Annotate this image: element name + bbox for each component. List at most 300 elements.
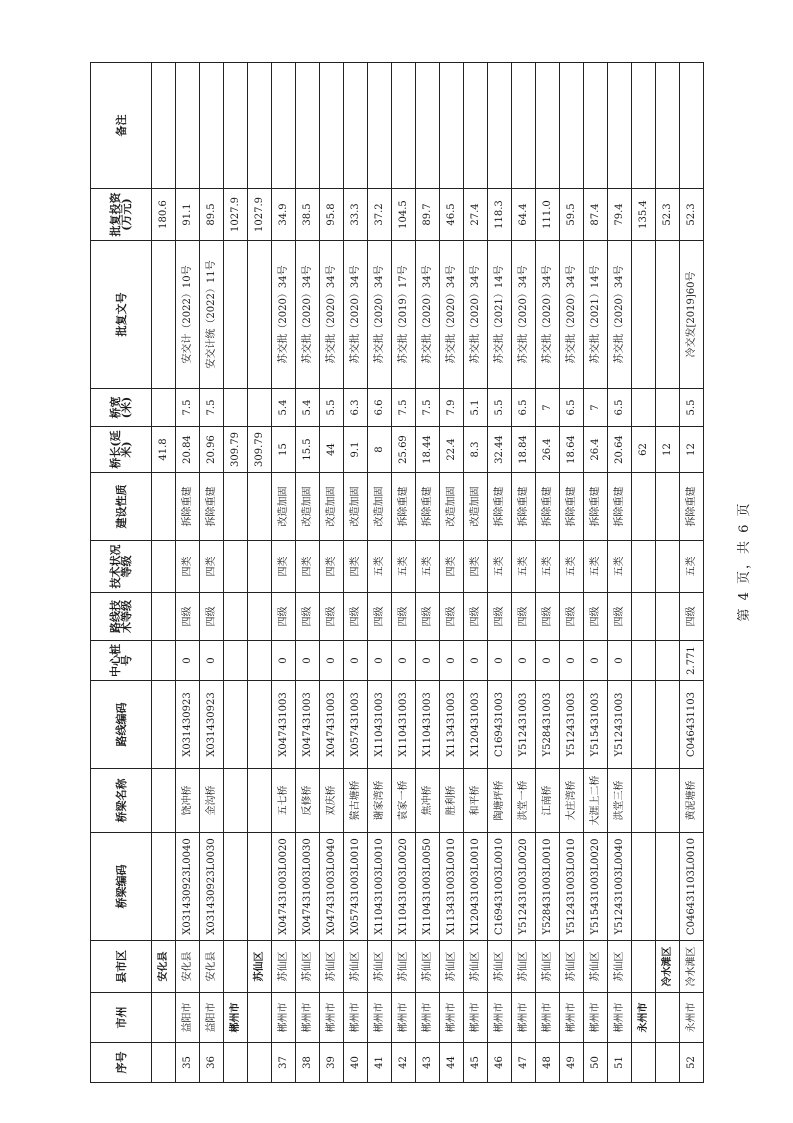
column-header: 桥梁编码 xyxy=(91,833,152,941)
cell-city: 郴州市 xyxy=(536,993,560,1043)
cell-cond: 五类 xyxy=(488,541,512,593)
cell-stake: 2.771 xyxy=(680,641,704,681)
cell-route: X047431003 xyxy=(272,681,296,769)
cell-doc: 苏交批（2019）17号 xyxy=(392,241,416,389)
cell-cond: 五类 xyxy=(608,541,632,593)
cell-code xyxy=(224,833,248,941)
cell-name: 猿古塘桥 xyxy=(344,769,368,833)
cell-note xyxy=(152,63,176,189)
cell-code: X047431003L0040 xyxy=(320,833,344,941)
cell-grade: 四级 xyxy=(560,593,584,641)
table-row xyxy=(512,63,536,1083)
county-subtotal-row xyxy=(152,63,176,1083)
cell-name: 大庄湾桥 xyxy=(560,769,584,833)
cell-route xyxy=(632,681,656,769)
cell-county: 苏仙区 xyxy=(344,941,368,993)
cell-cond xyxy=(248,541,272,593)
cell-name: 黄泥塘桥 xyxy=(680,769,704,833)
cell-stake: 0 xyxy=(176,641,200,681)
cell-note xyxy=(368,63,392,189)
cell-width: 7.9 xyxy=(440,389,464,427)
cell-width: 6.5 xyxy=(512,389,536,427)
cell-nature: 改造加固 xyxy=(320,473,344,541)
cell-width xyxy=(656,389,680,427)
cell-cond xyxy=(656,541,680,593)
cell-route: Y512431003 xyxy=(560,681,584,769)
cell-route: X057431003 xyxy=(344,681,368,769)
cell-width: 5.5 xyxy=(680,389,704,427)
column-header: 建设性质 xyxy=(91,473,152,541)
cell-name: 陶塘坪桥 xyxy=(488,769,512,833)
cell-nature xyxy=(632,473,656,541)
cell-county: 苏仙区 xyxy=(272,941,296,993)
cell-stake: 0 xyxy=(416,641,440,681)
cell-city: 郴州市 xyxy=(584,993,608,1043)
cell-stake: 0 xyxy=(200,641,224,681)
cell-width: 5.4 xyxy=(272,389,296,427)
cell-invest: 37.2 xyxy=(368,189,392,241)
cell-code: Y512431003L0010 xyxy=(560,833,584,941)
cell-city: 郴州市 xyxy=(512,993,536,1043)
cell-cond: 五类 xyxy=(680,541,704,593)
cell-invest: 38.5 xyxy=(296,189,320,241)
cell-grade xyxy=(632,593,656,641)
cell-cond xyxy=(152,541,176,593)
table-row xyxy=(464,63,488,1083)
column-header: 备注 xyxy=(91,63,152,189)
cell-name: 胜利桥 xyxy=(440,769,464,833)
cell-nature: 拆除重建 xyxy=(608,473,632,541)
column-header: 路线编码 xyxy=(91,681,152,769)
cell-length: 20.96 xyxy=(200,427,224,473)
cell-invest: 64.4 xyxy=(512,189,536,241)
cell-grade xyxy=(248,593,272,641)
cell-route xyxy=(248,681,272,769)
cell-city: 郴州市 xyxy=(320,993,344,1043)
cell-grade: 四级 xyxy=(488,593,512,641)
cell-length: 8.3 xyxy=(464,427,488,473)
cell-doc: 苏交批（2020）34号 xyxy=(440,241,464,389)
cell-stake: 0 xyxy=(608,641,632,681)
cell-doc: 苏交批（2020）34号 xyxy=(416,241,440,389)
cell-stake xyxy=(152,641,176,681)
cell-city: 益阳市 xyxy=(176,993,200,1043)
cell-length: 15 xyxy=(272,427,296,473)
cell-cond: 四类 xyxy=(296,541,320,593)
cell-nature: 拆除重建 xyxy=(488,473,512,541)
cell-county: 苏仙区 xyxy=(584,941,608,993)
column-header: 序号 xyxy=(91,1043,152,1083)
cell-invest: 180.6 xyxy=(152,189,176,241)
cell-name: 五七桥 xyxy=(272,769,296,833)
cell-seq: 36 xyxy=(200,1043,224,1083)
cell-note xyxy=(296,63,320,189)
cell-note xyxy=(488,63,512,189)
cell-width: 7.5 xyxy=(416,389,440,427)
cell-route xyxy=(656,681,680,769)
cell-cond: 四类 xyxy=(200,541,224,593)
cell-doc: 苏交批（2020）34号 xyxy=(608,241,632,389)
cell-route xyxy=(152,681,176,769)
cell-seq xyxy=(152,1043,176,1083)
cell-route: Y528431003 xyxy=(536,681,560,769)
cell-grade: 四级 xyxy=(176,593,200,641)
table-row xyxy=(272,63,296,1083)
table-row xyxy=(368,63,392,1083)
cell-route: X110431003 xyxy=(368,681,392,769)
cell-cond: 五类 xyxy=(560,541,584,593)
cell-note xyxy=(416,63,440,189)
cell-note xyxy=(632,63,656,189)
cell-county: 苏仙区 xyxy=(512,941,536,993)
cell-stake: 0 xyxy=(560,641,584,681)
cell-width: 6.3 xyxy=(344,389,368,427)
cell-note xyxy=(224,63,248,189)
cell-doc xyxy=(248,241,272,389)
cell-length: 309.79 xyxy=(248,427,272,473)
cell-seq: 51 xyxy=(608,1043,632,1083)
column-header: 桥梁名称 xyxy=(91,769,152,833)
cell-stake: 0 xyxy=(536,641,560,681)
table-row xyxy=(608,63,632,1083)
table-row xyxy=(200,63,224,1083)
cell-route: C046431103 xyxy=(680,681,704,769)
cell-stake: 0 xyxy=(296,641,320,681)
cell-grade: 四级 xyxy=(440,593,464,641)
cell-doc xyxy=(656,241,680,389)
cell-cond: 五类 xyxy=(368,541,392,593)
cell-name xyxy=(152,769,176,833)
cell-length: 44 xyxy=(320,427,344,473)
cell-length: 18.64 xyxy=(560,427,584,473)
cell-grade: 四级 xyxy=(344,593,368,641)
cell-invest: 87.4 xyxy=(584,189,608,241)
cell-cond: 四类 xyxy=(320,541,344,593)
cell-county: 冷水滩区 xyxy=(680,941,704,993)
table-body xyxy=(152,63,704,1083)
cell-note xyxy=(512,63,536,189)
cell-seq: 44 xyxy=(440,1043,464,1083)
cell-seq: 50 xyxy=(584,1043,608,1083)
cell-nature xyxy=(152,473,176,541)
cell-length: 22.4 xyxy=(440,427,464,473)
cell-route: X113431003 xyxy=(440,681,464,769)
cell-grade: 四级 xyxy=(392,593,416,641)
cell-width: 7 xyxy=(584,389,608,427)
column-header: 批复投资(万元) xyxy=(91,189,152,241)
column-header: 县市区 xyxy=(91,941,152,993)
cell-nature: 改造加固 xyxy=(296,473,320,541)
cell-city: 郴州市 xyxy=(488,993,512,1043)
cell-doc: 苏交批（2020）34号 xyxy=(464,241,488,389)
cell-name: 金沟桥 xyxy=(200,769,224,833)
cell-seq: 43 xyxy=(416,1043,440,1083)
cell-width: 5.5 xyxy=(320,389,344,427)
cell-name: 谢家湾桥 xyxy=(368,769,392,833)
cell-note xyxy=(680,63,704,189)
column-header: 批复文号 xyxy=(91,241,152,389)
cell-grade: 四级 xyxy=(272,593,296,641)
cell-grade: 四级 xyxy=(320,593,344,641)
cell-county: 安化县 xyxy=(200,941,224,993)
city-subtotal-row xyxy=(224,63,248,1083)
cell-length: 9.1 xyxy=(344,427,368,473)
cell-city: 郴州市 xyxy=(608,993,632,1043)
table-row xyxy=(344,63,368,1083)
cell-city xyxy=(152,993,176,1043)
cell-doc xyxy=(632,241,656,389)
table-row xyxy=(176,63,200,1083)
cell-length: 41.8 xyxy=(152,427,176,473)
county-subtotal-row xyxy=(656,63,680,1083)
cell-invest: 1027.9 xyxy=(224,189,248,241)
table-row xyxy=(392,63,416,1083)
cell-city: 益阳市 xyxy=(200,993,224,1043)
cell-name xyxy=(656,769,680,833)
county-subtotal-row xyxy=(248,63,272,1083)
cell-seq: 42 xyxy=(392,1043,416,1083)
cell-name xyxy=(632,769,656,833)
cell-nature xyxy=(248,473,272,541)
cell-doc: 苏交批（2020）34号 xyxy=(560,241,584,389)
cell-note xyxy=(392,63,416,189)
cell-code xyxy=(632,833,656,941)
cell-city: 郴州市 xyxy=(224,993,248,1043)
cell-county: 苏仙区 xyxy=(608,941,632,993)
cell-stake: 0 xyxy=(272,641,296,681)
city-subtotal-row xyxy=(632,63,656,1083)
cell-grade: 四级 xyxy=(368,593,392,641)
cell-doc: 苏交批（2021）14号 xyxy=(584,241,608,389)
cell-invest: 52.3 xyxy=(680,189,704,241)
cell-doc: 苏交批（2021）14号 xyxy=(488,241,512,389)
cell-width: 6.5 xyxy=(560,389,584,427)
cell-city xyxy=(656,993,680,1043)
cell-length: 12 xyxy=(656,427,680,473)
column-header: 桥长(延米) xyxy=(91,427,152,473)
column-header: 市州 xyxy=(91,993,152,1043)
cell-note xyxy=(272,63,296,189)
cell-note xyxy=(200,63,224,189)
cell-city xyxy=(248,993,272,1043)
cell-seq: 39 xyxy=(320,1043,344,1083)
cell-route: X110431003 xyxy=(416,681,440,769)
cell-length: 15.5 xyxy=(296,427,320,473)
cell-route: X110431003 xyxy=(392,681,416,769)
cell-nature: 拆除重建 xyxy=(584,473,608,541)
cell-doc: 苏交批（2020）34号 xyxy=(296,241,320,389)
cell-invest: 46.5 xyxy=(440,189,464,241)
cell-code: X110431003L0020 xyxy=(392,833,416,941)
cell-grade: 四级 xyxy=(296,593,320,641)
cell-cond: 五类 xyxy=(416,541,440,593)
cell-code: X057431003L0010 xyxy=(344,833,368,941)
cell-seq xyxy=(224,1043,248,1083)
cell-seq: 48 xyxy=(536,1043,560,1083)
cell-seq: 49 xyxy=(560,1043,584,1083)
table-row xyxy=(488,63,512,1083)
cell-stake xyxy=(248,641,272,681)
cell-city: 永州市 xyxy=(680,993,704,1043)
cell-county: 苏仙区 xyxy=(392,941,416,993)
cell-width: 7.5 xyxy=(200,389,224,427)
cell-note xyxy=(608,63,632,189)
cell-code: X031430923L0040 xyxy=(176,833,200,941)
cell-city: 郴州市 xyxy=(344,993,368,1043)
cell-invest: 91.1 xyxy=(176,189,200,241)
cell-code: C046431103L0010 xyxy=(680,833,704,941)
cell-width: 6.5 xyxy=(608,389,632,427)
cell-invest: 52.3 xyxy=(656,189,680,241)
cell-name: 和平桥 xyxy=(464,769,488,833)
cell-length: 12 xyxy=(680,427,704,473)
cell-name: 袁家一桥 xyxy=(392,769,416,833)
cell-code: X047431003L0030 xyxy=(296,833,320,941)
cell-grade: 四级 xyxy=(536,593,560,641)
cell-name: 反修桥 xyxy=(296,769,320,833)
cell-length: 20.64 xyxy=(608,427,632,473)
cell-stake: 0 xyxy=(392,641,416,681)
cell-note xyxy=(656,63,680,189)
cell-county xyxy=(632,941,656,993)
cell-seq xyxy=(656,1043,680,1083)
cell-nature: 改造加固 xyxy=(272,473,296,541)
cell-invest: 135.4 xyxy=(632,189,656,241)
table-row xyxy=(680,63,704,1083)
cell-nature: 拆除重建 xyxy=(392,473,416,541)
cell-grade xyxy=(152,593,176,641)
cell-code xyxy=(656,833,680,941)
cell-seq: 45 xyxy=(464,1043,488,1083)
cell-note xyxy=(344,63,368,189)
cell-invest: 1027.9 xyxy=(248,189,272,241)
cell-invest: 104.5 xyxy=(392,189,416,241)
cell-county: 苏仙区 xyxy=(488,941,512,993)
cell-width xyxy=(248,389,272,427)
cell-seq: 38 xyxy=(296,1043,320,1083)
cell-width xyxy=(224,389,248,427)
cell-county: 苏仙区 xyxy=(248,941,272,993)
cell-seq xyxy=(632,1043,656,1083)
cell-grade: 四级 xyxy=(464,593,488,641)
cell-code: Y512431003L0020 xyxy=(512,833,536,941)
cell-name: 饶冲桥 xyxy=(176,769,200,833)
cell-city: 郴州市 xyxy=(416,993,440,1043)
cell-nature: 改造加固 xyxy=(368,473,392,541)
page-number-footer: 第 4 页，共 6 页 xyxy=(737,501,752,622)
cell-county: 苏仙区 xyxy=(320,941,344,993)
cell-note xyxy=(176,63,200,189)
cell-length: 18.84 xyxy=(512,427,536,473)
cell-grade: 四级 xyxy=(584,593,608,641)
cell-code xyxy=(248,833,272,941)
cell-doc: 苏交批（2020）34号 xyxy=(368,241,392,389)
cell-name: 双庆桥 xyxy=(320,769,344,833)
cell-county: 苏仙区 xyxy=(296,941,320,993)
cell-width: 5.5 xyxy=(488,389,512,427)
cell-doc xyxy=(224,241,248,389)
cell-doc: 安交计统（2022）11号 xyxy=(200,241,224,389)
cell-code: X031430923L0030 xyxy=(200,833,224,941)
column-header: 中心桩号 xyxy=(91,641,152,681)
cell-nature: 拆除重建 xyxy=(200,473,224,541)
cell-doc: 苏交批（2020）34号 xyxy=(272,241,296,389)
cell-route: X031430923 xyxy=(200,681,224,769)
cell-city: 郴州市 xyxy=(296,993,320,1043)
cell-stake: 0 xyxy=(584,641,608,681)
cell-county: 苏仙区 xyxy=(464,941,488,993)
cell-stake: 0 xyxy=(320,641,344,681)
cell-code: X113431003L0010 xyxy=(440,833,464,941)
cell-grade xyxy=(656,593,680,641)
cell-city: 郴州市 xyxy=(368,993,392,1043)
cell-cond xyxy=(632,541,656,593)
cell-doc: 苏交批（2020）34号 xyxy=(512,241,536,389)
cell-stake: 0 xyxy=(512,641,536,681)
cell-city: 郴州市 xyxy=(464,993,488,1043)
cell-stake xyxy=(632,641,656,681)
cell-length: 62 xyxy=(632,427,656,473)
cell-width: 5.4 xyxy=(296,389,320,427)
cell-county: 苏仙区 xyxy=(536,941,560,993)
cell-seq: 40 xyxy=(344,1043,368,1083)
cell-route: X047431003 xyxy=(296,681,320,769)
cell-note xyxy=(584,63,608,189)
cell-city: 郴州市 xyxy=(560,993,584,1043)
cell-width: 7.5 xyxy=(176,389,200,427)
cell-county xyxy=(224,941,248,993)
cell-name: 大涯上二桥 xyxy=(584,769,608,833)
cell-route: X120431003 xyxy=(464,681,488,769)
cell-county: 苏仙区 xyxy=(416,941,440,993)
cell-grade: 四级 xyxy=(680,593,704,641)
cell-city: 郴州市 xyxy=(440,993,464,1043)
cell-cond: 四类 xyxy=(344,541,368,593)
cell-county: 苏仙区 xyxy=(440,941,464,993)
cell-code: Y528431003L0010 xyxy=(536,833,560,941)
cell-code: X110431003L0050 xyxy=(416,833,440,941)
cell-seq: 37 xyxy=(272,1043,296,1083)
cell-nature xyxy=(224,473,248,541)
cell-note xyxy=(320,63,344,189)
cell-route xyxy=(224,681,248,769)
cell-grade xyxy=(224,593,248,641)
table-row xyxy=(296,63,320,1083)
cell-nature: 拆除重建 xyxy=(680,473,704,541)
cell-stake: 0 xyxy=(368,641,392,681)
cell-stake: 0 xyxy=(440,641,464,681)
cell-length: 18.44 xyxy=(416,427,440,473)
cell-cond: 四类 xyxy=(176,541,200,593)
cell-cond: 五类 xyxy=(512,541,536,593)
column-header: 桥宽(米) xyxy=(91,389,152,427)
cell-city: 永州市 xyxy=(632,993,656,1043)
cell-name xyxy=(248,769,272,833)
cell-nature: 拆除重建 xyxy=(560,473,584,541)
cell-cond xyxy=(224,541,248,593)
cell-code: Y515431003L0020 xyxy=(584,833,608,941)
cell-name: 洪堂三桥 xyxy=(608,769,632,833)
cell-name: 洪堂一桥 xyxy=(512,769,536,833)
cell-cond: 五类 xyxy=(584,541,608,593)
cell-invest: 118.3 xyxy=(488,189,512,241)
cell-code xyxy=(152,833,176,941)
cell-cond: 五类 xyxy=(536,541,560,593)
cell-grade: 四级 xyxy=(608,593,632,641)
cell-doc: 苏交批（2020）34号 xyxy=(344,241,368,389)
cell-nature: 拆除重建 xyxy=(416,473,440,541)
cell-nature: 改造加固 xyxy=(464,473,488,541)
